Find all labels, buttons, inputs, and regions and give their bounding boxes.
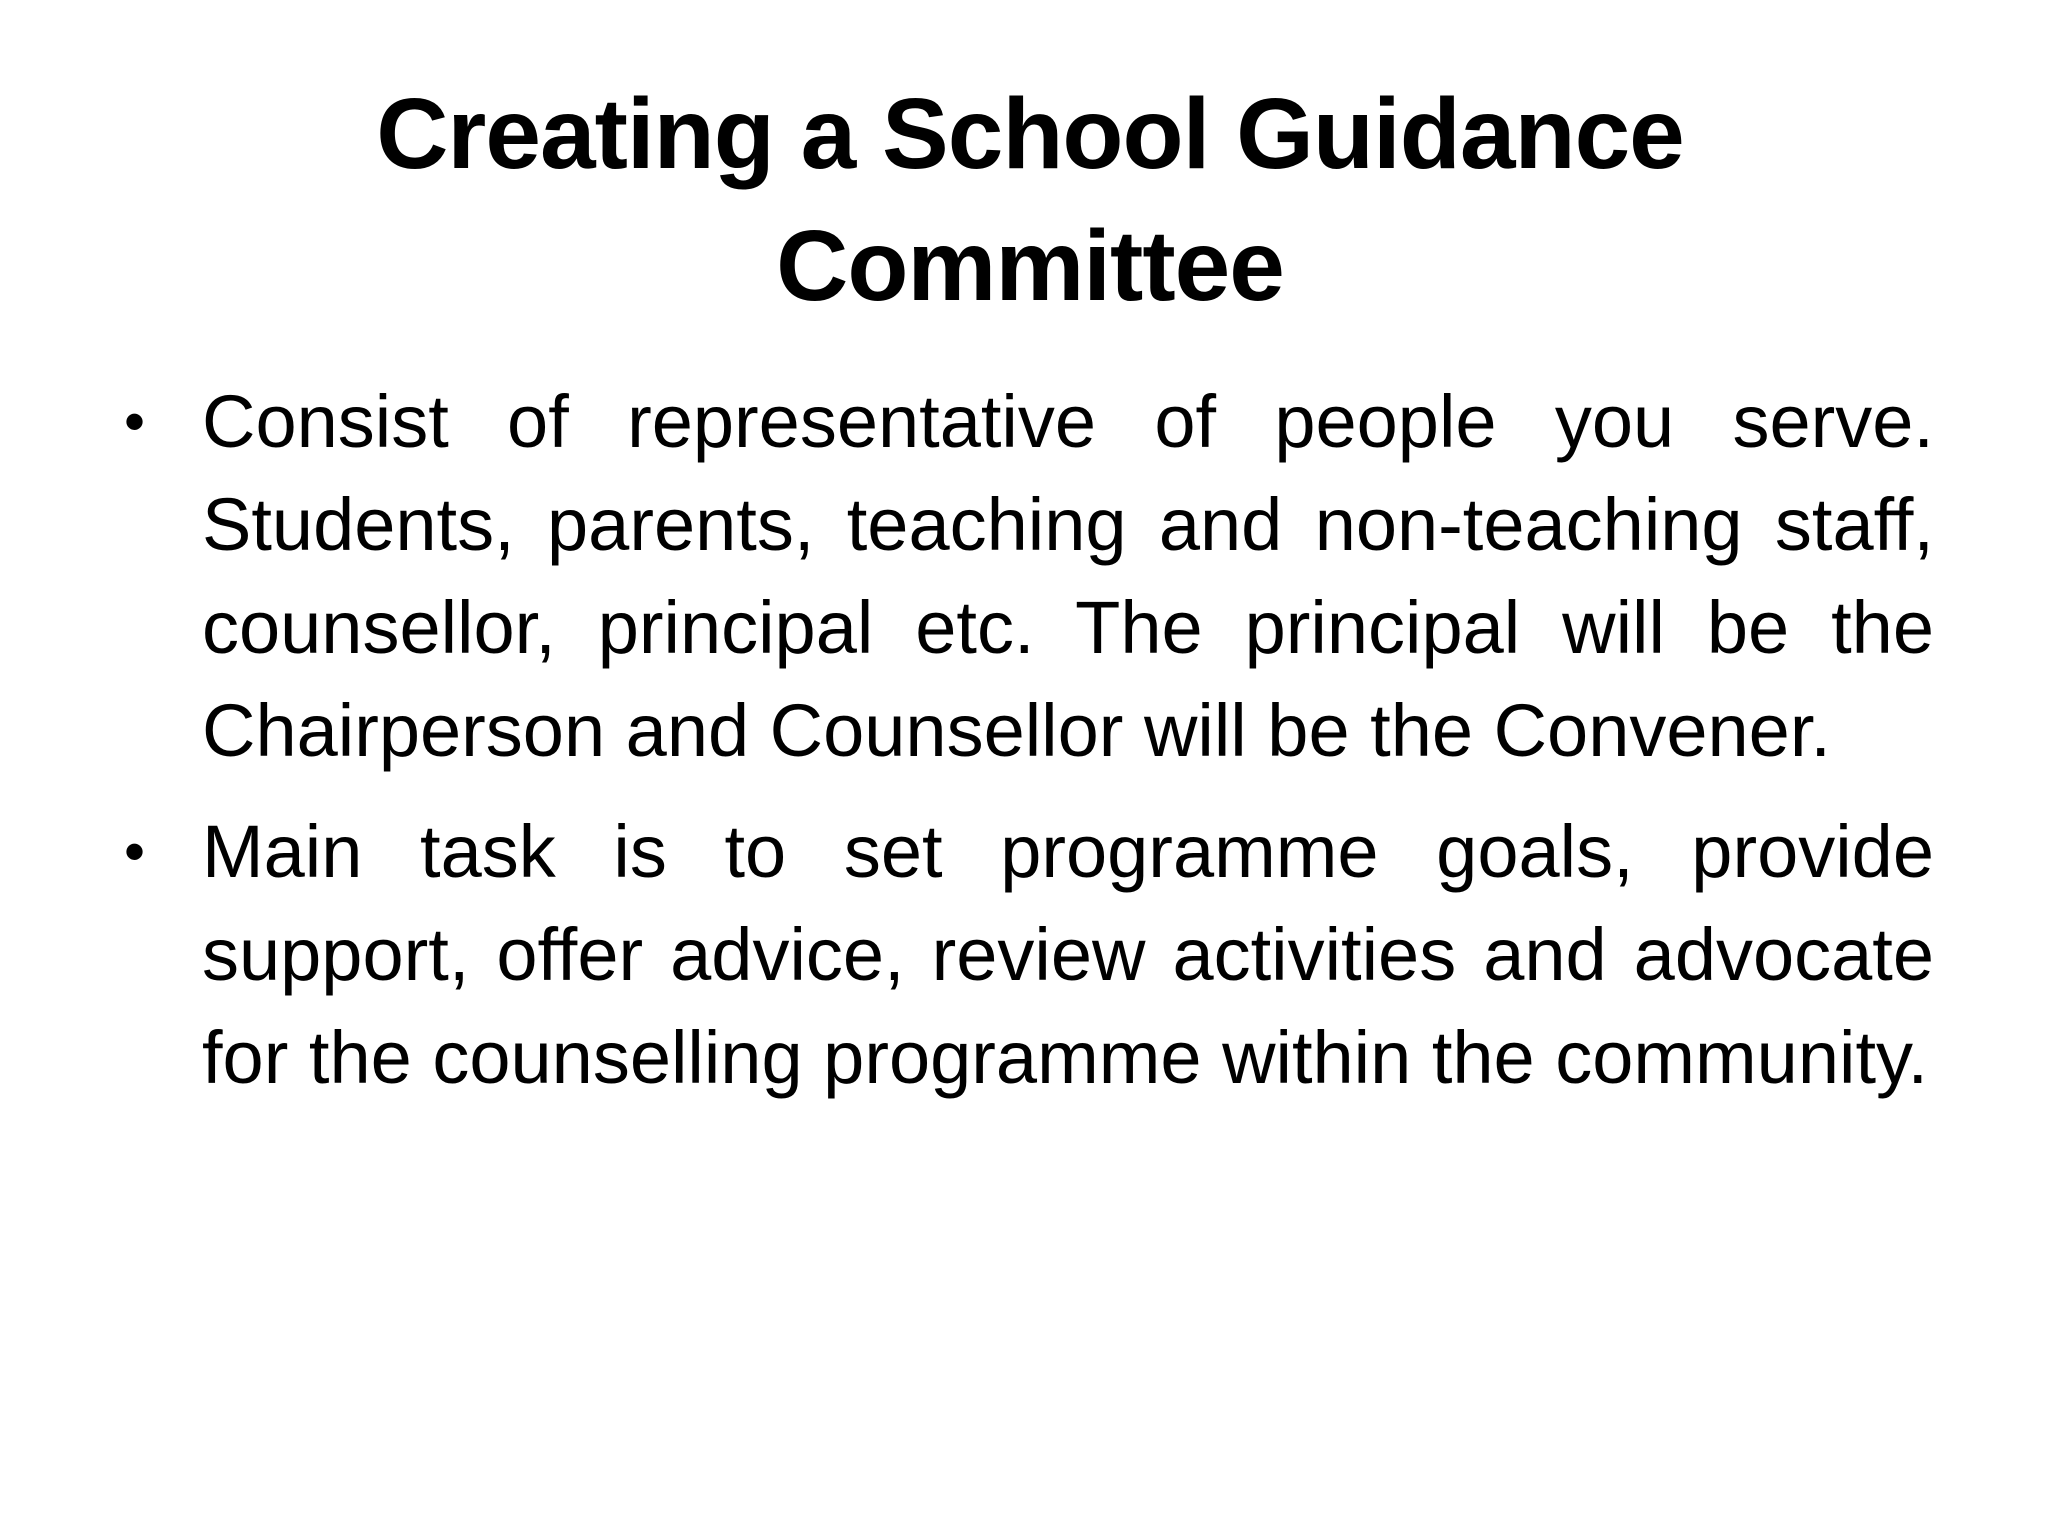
bullet-item-1 (118, 370, 1934, 782)
bullet-marker: • (124, 818, 146, 885)
bullet-text: Consist of representative of people you serve. Students, parents, teaching and non-teaching staff, counsellor, principal etc. The principal will be the Chairperson and Counsellor will be the Convener. (202, 380, 1934, 772)
bullet-marker: • (124, 388, 146, 455)
bullet-list (118, 370, 1934, 1127)
bullet-text: Main task is to set programme goals, provide support, offer advice, review activities and advocate for the counselling programme within the community. (202, 810, 1934, 1099)
slide-title: Creating a School Guidance Committee (376, 78, 1684, 322)
bullet-item-2 (118, 800, 1934, 1109)
